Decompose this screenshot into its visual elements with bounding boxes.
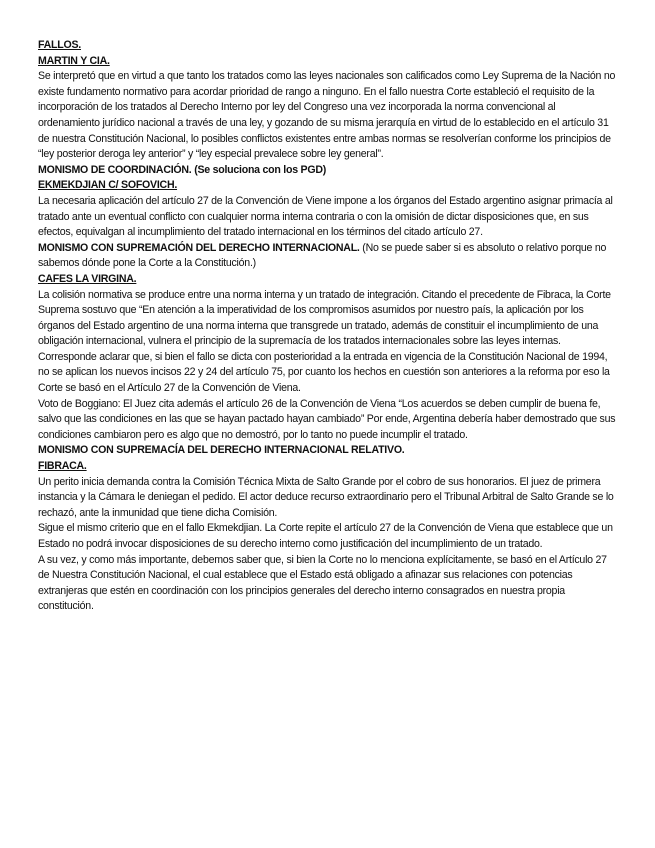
heading-monismo-supremacion: MONISMO CON SUPREMACIÓN DEL DERECHO INTERNACIONAL. (38, 241, 360, 254)
heading-fibraca: FIBRACA. (38, 460, 87, 473)
note-monismo-supremacion: (No se puede saber si es absoluto o relativo porque no sabemos dónde pone la Corte a la Constitución.) (38, 241, 607, 270)
heading-martin-y-cia: MARTIN Y CIA. (38, 54, 110, 67)
paragraph-fibraca-2: Sigue el mismo criterio que en el fallo Ekmekdjian. La Corte repite el artículo 27 de la Convención de Viena que establece que un Estado no podrá invocar disposiciones de su derecho interno como justificación del incumplimiento de un tratado. (38, 522, 613, 550)
paragraph-fibraca-1: Un perito inicia demanda contra la Comisión Técnica Mixta de Salto Grande por el cobro de sus honorarios. El juez de primera instancia y la Cámara le deniegan el pedido. El actor deduce recurso extraordinario pero el Tribunal Arbitral de Salto Grande se lo rechazó, ante la inmunidad que tiene dicha Comisión. (38, 475, 614, 519)
paragraph-cafes-3: Voto de Boggiano: El Juez cita además el artículo 26 de la Convención de Viena “Los acuerdos se deben cumplir de buena fe, salvo que las condiciones en las que se hayan pactado hayan cambiado” Por ende, Argentina debería haber demostrado que sus condiciones cambiaron pero es algo que no demostró, por lo tanto no puede incumplir el tratado. (38, 397, 616, 441)
paragraph-martin: Se interpretó que en virtud a que tanto los tratados como las leyes nacionales son calificados como Ley Suprema de la Nación no existe fundamento normativo para acordar prioridad de rango a ninguno. En el fallo nuestra Corte estableció el requisito de la incorporación de los tratados al Derecho Interno por ley del Congreso una vez incorporada la norma convencional al ordenamiento jurídico nacional a través de una ley, y gozando de su misma jerarquía en virtud de lo establecido en el artículo 31 de nuestra Constitución Nacional, lo posibles conflictos existentes entre ambas normas se resolverían conforme los principios de “ley posterior deroga ley anterior” y “ley especial prevalece sobre ley general”. (38, 70, 616, 161)
heading-ekmekdjian: EKMEKDJIAN C/ SOFOVICH. (38, 179, 178, 192)
heading-monismo-relativo: MONISMO CON SUPREMACÍA DEL DERECHO INTERNACIONAL RELATIVO. (38, 444, 405, 457)
heading-fallos: FALLOS. (38, 39, 81, 51)
document-body (38, 38, 618, 615)
heading-monismo-coordinacion: MONISMO DE COORDINACIÓN. (Se soluciona con los PGD) (38, 163, 327, 176)
paragraph-fibraca-3: A su vez, y como más importante, debemos saber que, si bien la Corte no lo menciona explícitamente, se basó en el Artículo 27 de Nuestra Constitución Nacional, el cual establece que el Estado está obligado a afinazar sus relaciones con potencias extranjeras que estén en coordinación con los principios generales del derecho interno consagrados en nuestra propia constitución. (38, 553, 607, 613)
paragraph-monismo-supremacion (38, 241, 618, 272)
paragraph-cafes-1: La colisión normativa se produce entre una norma interna y un tratado de integración. Citando el precedente de Fibraca, la Corte Suprema sostuvo que “En atención a la imperatividad de los compromisos asumidos por nuestro país, la aplicación por los órganos del Estado argentino de una norma interna que transgrede un tratado, además de constituir el incumplimiento de una obligación internacional, vulnera el principio de la supremacía de los tratados internacionales sobre las leyes internas. (38, 288, 611, 348)
paragraph-ekmekdjian: La necesaria aplicación del artículo 27 de la Convención de Viene impone a los órganos del Estado argentino asignar primacía al tratado ante un eventual conflicto con cualquier norma interna contraria o con la omisión de dictar disposiciones que, en sus efectos, equivalgan al incumplimiento del tratado internacional en los términos del citado artículo 27. (38, 194, 613, 239)
paragraph-cafes-2: Corresponde aclarar que, si bien el fallo se dicta con posterioridad a la entrada en vigencia de la Constitución Nacional de 1994, no se aplican los nuevos incisos 22 y 24 del artículo 75, por cuanto los hechos en cuestión son anteriores a la reforma por eso la Corte se basó en el Artículo 27 de la Convención de Viena. (38, 350, 610, 395)
heading-cafes-la-virgina: CAFES LA VIRGINA. (38, 272, 137, 285)
